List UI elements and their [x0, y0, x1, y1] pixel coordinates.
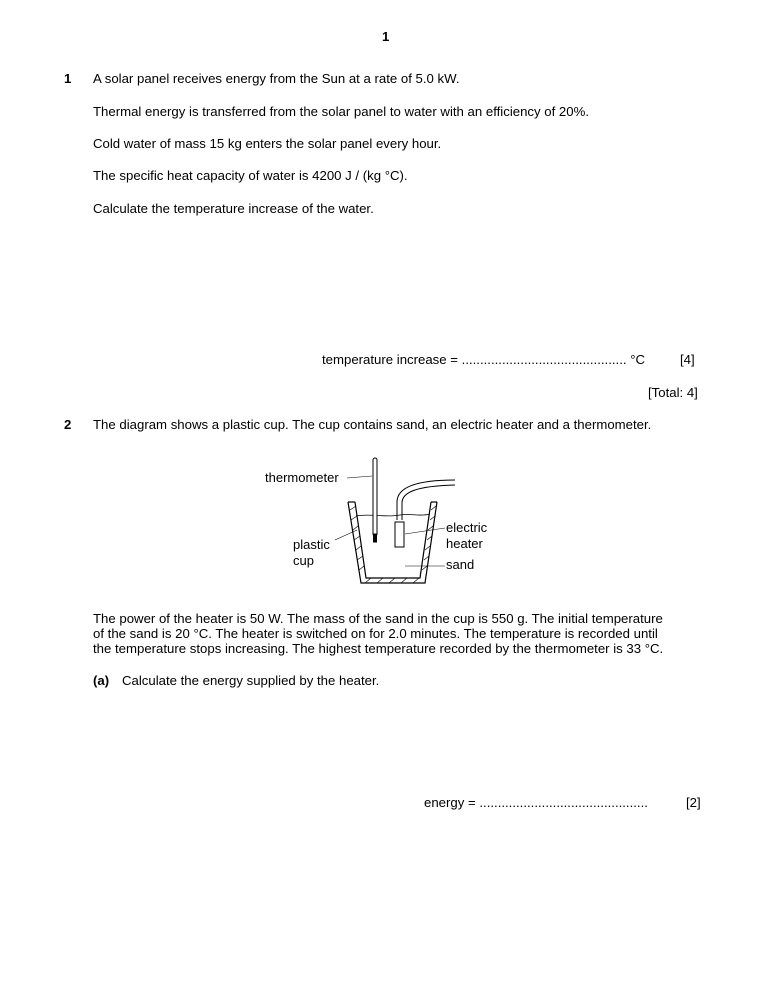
q1-line-2: Thermal energy is transferred from the solar panel to water with an efficiency of 20%. — [93, 104, 589, 119]
q1-answer-dots[interactable]: ............................................. — [461, 352, 627, 367]
q2a-marks: [2] — [686, 795, 701, 810]
q2-paragraph-line-3: the temperature stops increasing. The highest temperature recorded by the thermometer is 33 °C. — [93, 641, 664, 656]
q1-marks: [4] — [680, 352, 695, 367]
q1-answer-line[interactable] — [322, 352, 645, 368]
sand-surface — [356, 514, 430, 516]
q1-answer-label: temperature increase = — [322, 352, 458, 367]
heater-cable — [397, 480, 455, 520]
page-number: 1 — [382, 29, 390, 44]
label-sand: sand — [446, 557, 475, 572]
q2-paragraph-line-2: of the sand is 20 °C. The heater is switched on for 2.0 minutes. The temperature is recorded until — [93, 626, 658, 641]
q2a-label: (a) — [93, 673, 110, 688]
electric-heater-shape — [395, 522, 404, 547]
q2-intro: The diagram shows a plastic cup. The cup contains sand, an electric heater and a thermometer. — [93, 417, 652, 432]
q1-line-5: Calculate the temperature increase of the water. — [93, 201, 374, 216]
thermometer-shape — [373, 458, 377, 542]
q2-paragraph-line-1: The power of the heater is 50 W. The mass of the sand in the cup is 550 g. The initial temperature — [93, 611, 663, 626]
cup-diagram — [255, 450, 515, 595]
q2a-answer-label: energy = — [424, 795, 476, 810]
label-electric: electric — [446, 520, 488, 535]
q2a-text: Calculate the energy supplied by the heater. — [122, 673, 380, 688]
q2a-answer-dots[interactable]: .............................................. — [479, 795, 648, 810]
plastic-cup-shape — [348, 502, 437, 583]
question-number-2: 2 — [64, 417, 72, 432]
cup-hatching — [350, 506, 436, 583]
q1-line-1: A solar panel receives energy from the Sun at a rate of 5.0 kW. — [93, 71, 460, 86]
q2a-answer-line[interactable] — [424, 795, 648, 811]
q1-answer-unit: °C — [630, 352, 646, 367]
q1-total: [Total: 4] — [648, 385, 698, 400]
label-thermometer: thermometer — [265, 470, 339, 485]
label-plastic: plastic — [293, 537, 330, 552]
q1-line-4: The specific heat capacity of water is 4200 J / (kg °C). — [93, 168, 408, 183]
label-cup: cup — [293, 553, 314, 568]
q1-line-3: Cold water of mass 15 kg enters the solar panel every hour. — [93, 136, 442, 151]
question-number-1: 1 — [64, 71, 72, 86]
label-heater: heater — [446, 536, 483, 551]
